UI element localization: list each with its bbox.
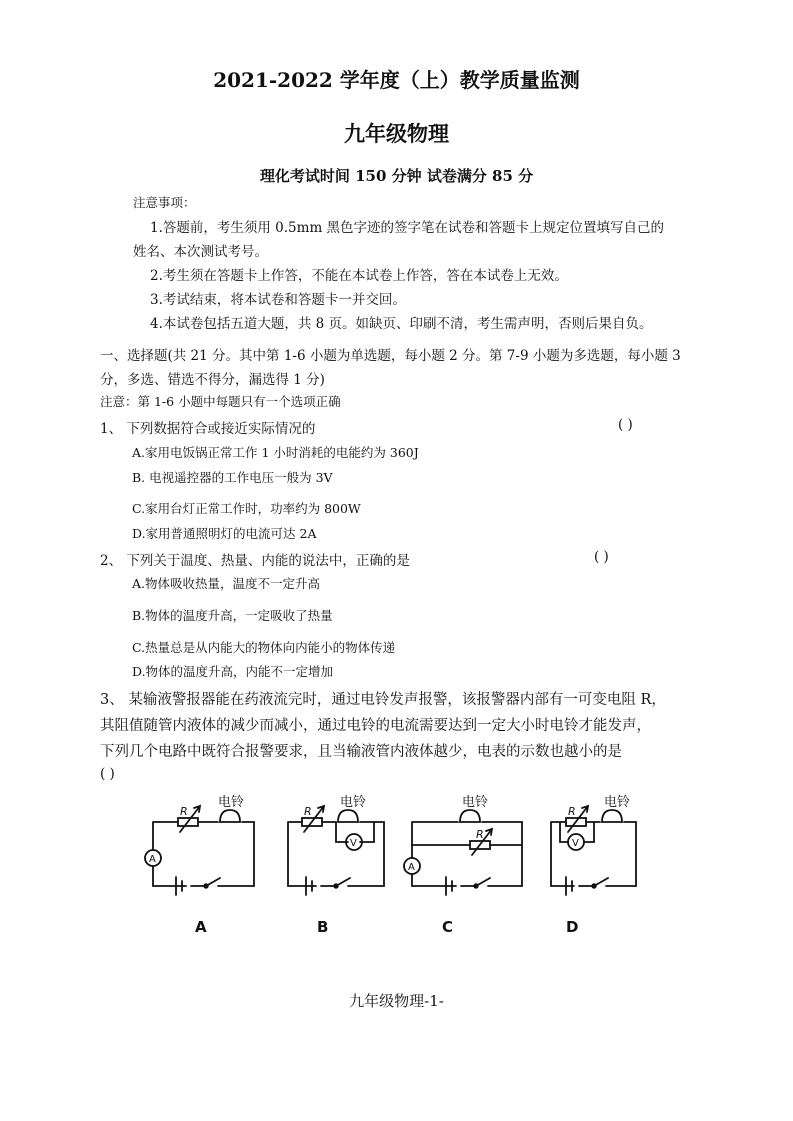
question-2-option-a: A.物体吸收热量，温度不一定升高 bbox=[132, 576, 321, 591]
question-1-option-d: D.家用普通照明灯的电流可达 2A bbox=[132, 526, 317, 541]
question-1-option-a: A.家用电饭锅正常工作 1 小时消耗的电能约为 360J bbox=[132, 445, 419, 460]
notice-heading: 注意事项： bbox=[133, 195, 196, 210]
circuit-a-r-label: R bbox=[180, 805, 188, 818]
question-3-line-1: 3、 某输液警报器能在药液流完时，通过电铃发声报警，该报警器内部有一可变电阻 R， bbox=[100, 692, 666, 708]
question-1-option-c: C.家用台灯正常工作时，功率约为 800W bbox=[132, 501, 361, 516]
circuit-d-voltmeter-label: V bbox=[572, 838, 579, 849]
question-1-option-b: B. 电视遥控器的工作电压一般为 3V bbox=[132, 470, 333, 485]
circuit-a-option-label: A bbox=[195, 918, 207, 936]
notice-item-2: 2.考生须在答题卡上作答，不能在本试卷上作答，答在本试卷上无效。 bbox=[150, 268, 568, 284]
circuit-b bbox=[288, 806, 384, 895]
circuit-d-r-label: R bbox=[568, 805, 576, 818]
question-2-option-b: B.物体的温度升高，一定吸收了热量 bbox=[132, 608, 333, 623]
circuit-c-bell-label: 电铃 bbox=[462, 795, 489, 810]
circuit-b-bell-label: 电铃 bbox=[340, 795, 367, 810]
notice-item-1-line-2: 姓名、本次测试考号。 bbox=[133, 244, 268, 260]
question-3-answer-paren: ( ) bbox=[100, 766, 115, 782]
circuit-c-bell bbox=[460, 810, 480, 822]
subject-title: 九年级物理 bbox=[344, 121, 449, 146]
circuit-c bbox=[404, 810, 522, 895]
circuit-c-ammeter-label: A bbox=[408, 862, 415, 873]
circuit-b-r-label: R bbox=[304, 805, 312, 818]
circuit-a bbox=[145, 806, 254, 895]
section-1-heading-line-2: 分，多选、错选不得分，漏选得 1 分) bbox=[100, 372, 325, 388]
circuit-d bbox=[551, 806, 636, 895]
question-1-stem: 1、 下列数据符合或接近实际情况的 bbox=[100, 421, 316, 437]
circuit-b-voltmeter-label: V bbox=[350, 838, 357, 849]
notice-item-1-line-1: 1.答题前，考生须用 0.5mm 黑色字迹的签字笔在试卷和答题卡上规定位置填写自己的 bbox=[150, 220, 665, 236]
circuit-b-bell bbox=[338, 810, 358, 822]
circuit-d-bell-label: 电铃 bbox=[604, 795, 631, 810]
section-1-heading-line-1: 一、选择题(共 21 分。其中第 1-6 小题为单选题，每小题 2 分。第 7-9 小题为多选题，每小题 3 bbox=[100, 348, 681, 364]
exam-info: 理化考试时间 150 分钟 试卷满分 85 分 bbox=[259, 167, 534, 185]
circuit-d-option-label: D bbox=[566, 918, 579, 936]
circuit-a-bell bbox=[220, 810, 240, 822]
question-2-option-d: D.物体的温度升高，内能不一定增加 bbox=[132, 664, 334, 679]
notice-item-4: 4.本试卷包括五道大题，共 8 页。如缺页、印刷不清，考生需声明，否则后果自负。 bbox=[150, 316, 653, 332]
question-2-option-c: C.热量总是从内能大的物体向内能小的物体传递 bbox=[132, 640, 396, 655]
notice-item-3: 3.考试结束，将本试卷和答题卡一并交回。 bbox=[150, 292, 406, 308]
circuit-b-option-label: B bbox=[317, 918, 329, 936]
circuit-a-ammeter-label: A bbox=[149, 854, 156, 865]
circuit-d-bell bbox=[602, 810, 622, 822]
circuit-c-r-label: R bbox=[476, 828, 484, 841]
page-footer: 九年级物理-1- bbox=[349, 992, 444, 1010]
question-2-answer-paren: ( ) bbox=[594, 549, 609, 565]
circuit-a-bell-label: 电铃 bbox=[218, 795, 245, 810]
question-2-stem: 2、 下列关于温度、热量、内能的说法中，正确的是 bbox=[100, 553, 410, 569]
question-3-line-2: 其阻值随管内液体的减少而减小，通过电铃的电流需要达到一定大小时电铃才能发声， bbox=[100, 718, 651, 734]
question-1-answer-paren: ( ) bbox=[618, 417, 633, 433]
exam-title: 2021-2022 学年度（上）教学质量监测 bbox=[213, 68, 580, 92]
circuit-c-option-label: C bbox=[442, 918, 454, 936]
question-3-line-3: 下列几个电路中既符合报警要求，且当输液管内液体越少，电表的示数也越小的是 bbox=[100, 744, 622, 760]
section-1-note: 注意：第 1-6 小题中每题只有一个选项正确 bbox=[100, 394, 341, 409]
